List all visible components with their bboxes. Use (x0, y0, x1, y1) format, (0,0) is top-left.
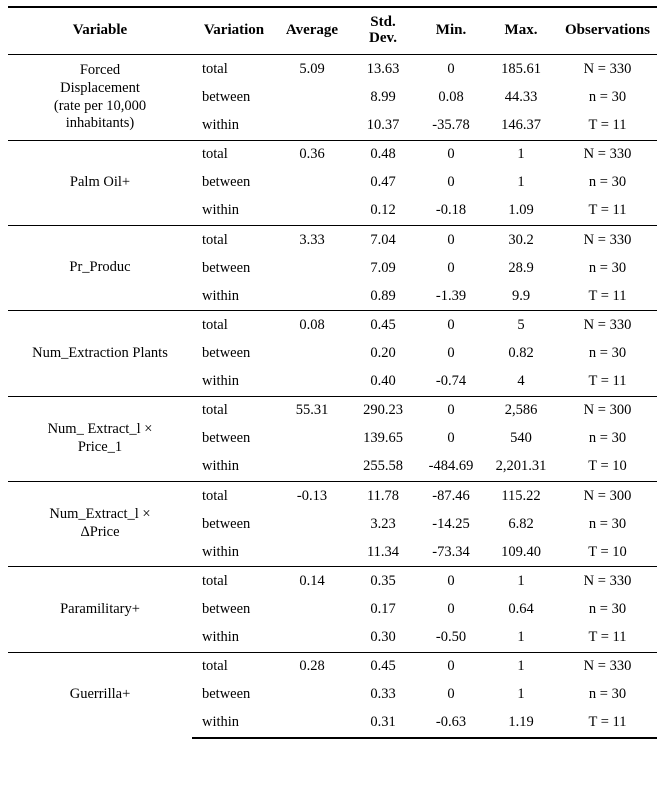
average-cell: 0.28 (276, 652, 348, 681)
std-dev-cell: 0.33 (370, 686, 396, 703)
std-dev-cell: 0.48 (348, 140, 418, 169)
column-header-variable: Variable (72, 21, 128, 38)
observations-cell: T = 11 (588, 202, 627, 219)
variable-name-line: Guerrilla+ (69, 686, 131, 703)
observations-cell: N = 300 (558, 396, 657, 425)
std-dev-cell: 3.23 (370, 515, 396, 532)
min-cell: -0.50 (435, 629, 467, 646)
average-cell (276, 197, 348, 226)
variation-cell: between (202, 686, 251, 703)
std-dev-cell: 11.78 (348, 482, 418, 511)
max-cell: 1 (517, 629, 525, 646)
min-cell: 0 (447, 600, 455, 617)
variable-name-cell (8, 482, 192, 567)
std-dev-cell: 0.30 (370, 629, 396, 646)
column-header-average: Average (285, 21, 339, 38)
max-cell: 6.82 (508, 515, 534, 532)
variation-cell: within (202, 458, 240, 475)
max-cell: 146.37 (501, 117, 541, 134)
variation-cell: between (202, 259, 251, 276)
observations-cell: N = 300 (558, 482, 657, 511)
column-header-std-dev-line1: Std. (370, 14, 396, 30)
max-cell: 1 (484, 567, 558, 596)
std-dev-cell: 7.04 (348, 226, 418, 255)
column-header-observations: Observations (564, 21, 650, 38)
average-cell (276, 453, 348, 482)
table-row (8, 652, 657, 681)
column-header-std-dev-line2: Dev. (369, 30, 397, 47)
variable-name-line: (rate per 10,000 (53, 97, 147, 114)
variation-cell: between (202, 600, 251, 617)
observations-cell: T = 11 (588, 373, 627, 390)
variation-cell: between (202, 344, 251, 361)
min-cell: 0 (418, 140, 484, 169)
average-cell (276, 282, 348, 311)
variable-name-line: Num_Extract_l × (49, 506, 151, 523)
min-cell: 0 (418, 567, 484, 596)
variation-cell: total (192, 652, 276, 681)
max-cell: 2,586 (484, 396, 558, 425)
variation-cell: total (192, 311, 276, 340)
variation-cell: within (202, 117, 240, 134)
table-body (8, 55, 657, 738)
std-dev-cell: 255.58 (363, 458, 403, 475)
variation-cell: total (192, 226, 276, 255)
variable-name-cell (8, 652, 192, 738)
max-cell: 0.64 (508, 600, 534, 617)
min-cell: 0.08 (438, 88, 464, 105)
std-dev-cell: 8.99 (370, 88, 396, 105)
average-cell (276, 681, 348, 709)
max-cell: 1.19 (484, 709, 558, 738)
std-dev-cell: 290.23 (348, 396, 418, 425)
variable-name-line: Price_1 (77, 438, 123, 455)
observations-cell: N = 330 (558, 311, 657, 340)
max-cell: 540 (510, 430, 532, 447)
observations-cell: T = 11 (588, 629, 627, 646)
min-cell: 0 (447, 259, 455, 276)
average-cell (276, 510, 348, 538)
average-cell (276, 595, 348, 623)
variation-cell: between (202, 515, 251, 532)
variation-cell: total (202, 60, 228, 77)
variation-cell: within (192, 709, 276, 738)
std-dev-cell: 0.31 (348, 709, 418, 738)
variable-name-line: inhabitants) (65, 115, 135, 132)
variation-cell: total (192, 140, 276, 169)
variation-cell: within (202, 629, 240, 646)
max-cell: 1 (484, 652, 558, 681)
variable-name-line: Num_Extraction Plants (32, 344, 168, 361)
variation-cell: within (202, 202, 240, 219)
observations-cell: n = 30 (588, 515, 627, 532)
variation-cell: between (202, 174, 251, 191)
observations-cell: n = 30 (588, 686, 627, 703)
max-cell: 1 (484, 140, 558, 169)
variable-name-cell (8, 226, 192, 311)
variable-name-cell (8, 140, 192, 225)
observations-cell: n = 30 (588, 344, 627, 361)
average-cell (276, 339, 348, 367)
std-dev-cell: 11.34 (366, 543, 400, 560)
std-dev-cell: 0.17 (370, 600, 396, 617)
variation-cell: within (202, 287, 240, 304)
average-cell (276, 169, 348, 197)
variable-name-cell (8, 567, 192, 652)
min-cell: 0 (418, 226, 484, 255)
variation-cell: total (192, 396, 276, 425)
variable-name-line: Paramilitary+ (60, 600, 140, 617)
average-cell (276, 368, 348, 397)
max-cell: 1 (517, 174, 525, 191)
max-cell: 44.33 (504, 88, 538, 105)
average-cell (276, 83, 348, 111)
min-cell: -35.78 (432, 117, 470, 134)
std-dev-cell: 0.47 (370, 174, 396, 191)
std-dev-cell: 7.09 (370, 259, 396, 276)
min-cell: 0 (447, 430, 455, 447)
max-cell: 5 (484, 311, 558, 340)
max-cell: 185.61 (501, 60, 541, 77)
max-cell: 1 (517, 686, 525, 703)
max-cell: 30.2 (484, 226, 558, 255)
variable-name-line: Pr_Produc (69, 259, 131, 276)
min-cell: 0 (418, 396, 484, 425)
std-dev-cell: 10.37 (366, 117, 400, 134)
variation-cell: within (202, 373, 240, 390)
observations-cell: N = 330 (558, 652, 657, 681)
min-cell: -0.63 (418, 709, 484, 738)
average-cell: 0.14 (276, 567, 348, 596)
observations-cell: N = 330 (558, 567, 657, 596)
column-header-std-dev (348, 7, 418, 55)
observations-cell: N = 330 (583, 60, 632, 77)
variable-name-line: Forced (79, 62, 121, 79)
min-cell: 0 (418, 311, 484, 340)
min-cell: 0 (447, 686, 455, 703)
variable-name-line: Displacement (60, 79, 140, 96)
variable-name-cell (8, 396, 192, 481)
std-dev-cell: 0.40 (370, 373, 396, 390)
std-dev-cell: 0.12 (370, 202, 396, 219)
average-cell: -0.13 (276, 482, 348, 511)
max-cell: 1.09 (508, 202, 534, 219)
table-row (8, 140, 657, 169)
min-cell: -73.34 (432, 543, 470, 560)
observations-cell: n = 30 (588, 430, 627, 447)
variable-name-line: ΔPrice (80, 524, 120, 541)
average-cell (276, 112, 348, 141)
observations-cell: N = 330 (558, 226, 657, 255)
min-cell: -0.74 (435, 373, 467, 390)
table-row (8, 482, 657, 511)
average-cell (276, 538, 348, 567)
min-cell: 0 (447, 60, 455, 77)
min-cell: 0 (447, 174, 455, 191)
table-row (8, 311, 657, 340)
min-cell: -14.25 (432, 515, 470, 532)
variation-cell: within (202, 543, 240, 560)
observations-cell: n = 30 (588, 600, 627, 617)
max-cell: 2,201.31 (495, 458, 547, 475)
average-cell: 0.36 (276, 140, 348, 169)
table-row (8, 567, 657, 596)
min-cell: 0 (447, 344, 455, 361)
table-row (8, 396, 657, 425)
descriptive-statistics-table (8, 6, 657, 739)
column-header-min: Min. (435, 21, 467, 38)
observations-cell: T = 11 (588, 287, 627, 304)
variation-cell: between (202, 88, 251, 105)
column-header-max: Max. (504, 21, 538, 38)
variation-cell: total (192, 567, 276, 596)
observations-cell: T = 10 (588, 543, 627, 560)
std-dev-cell: 0.35 (348, 567, 418, 596)
average-cell (276, 254, 348, 282)
observations-cell: T = 11 (588, 117, 627, 134)
average-cell (276, 425, 348, 453)
std-dev-cell: 0.20 (370, 344, 396, 361)
min-cell: 0 (418, 652, 484, 681)
variable-name-cell (8, 55, 192, 140)
average-cell: 5.09 (299, 60, 325, 77)
observations-cell: n = 30 (588, 174, 627, 191)
variation-cell: between (202, 430, 251, 447)
max-cell: 109.40 (501, 543, 541, 560)
observations-cell: T = 11 (558, 709, 657, 738)
variable-name-line: Palm Oil+ (69, 174, 131, 191)
min-cell: -87.46 (418, 482, 484, 511)
variable-name-cell (8, 311, 192, 396)
average-cell: 3.33 (276, 226, 348, 255)
max-cell: 9.9 (511, 287, 531, 304)
variable-name-line: Num_ Extract_l × (47, 421, 153, 438)
average-cell: 55.31 (276, 396, 348, 425)
table-row (8, 55, 657, 84)
std-dev-cell: 139.65 (363, 430, 403, 447)
std-dev-cell: 0.89 (370, 287, 396, 304)
min-cell: -0.18 (435, 202, 467, 219)
observations-cell: n = 30 (588, 88, 627, 105)
observations-cell: n = 30 (588, 259, 627, 276)
max-cell: 4 (517, 373, 525, 390)
observations-cell: N = 330 (558, 140, 657, 169)
max-cell: 28.9 (508, 259, 534, 276)
std-dev-cell: 13.63 (366, 60, 400, 77)
column-header-variation: Variation (203, 21, 265, 38)
average-cell: 0.08 (276, 311, 348, 340)
min-cell: -484.69 (428, 458, 474, 475)
table-header (8, 7, 657, 55)
table-header-row (8, 7, 657, 55)
std-dev-cell: 0.45 (348, 652, 418, 681)
min-cell: -1.39 (435, 287, 467, 304)
table-row (8, 226, 657, 255)
observations-cell: T = 10 (588, 458, 627, 475)
variation-cell: total (192, 482, 276, 511)
max-cell: 115.22 (484, 482, 558, 511)
std-dev-cell: 0.45 (348, 311, 418, 340)
max-cell: 0.82 (508, 344, 534, 361)
average-cell (276, 624, 348, 653)
average-cell (276, 709, 348, 738)
